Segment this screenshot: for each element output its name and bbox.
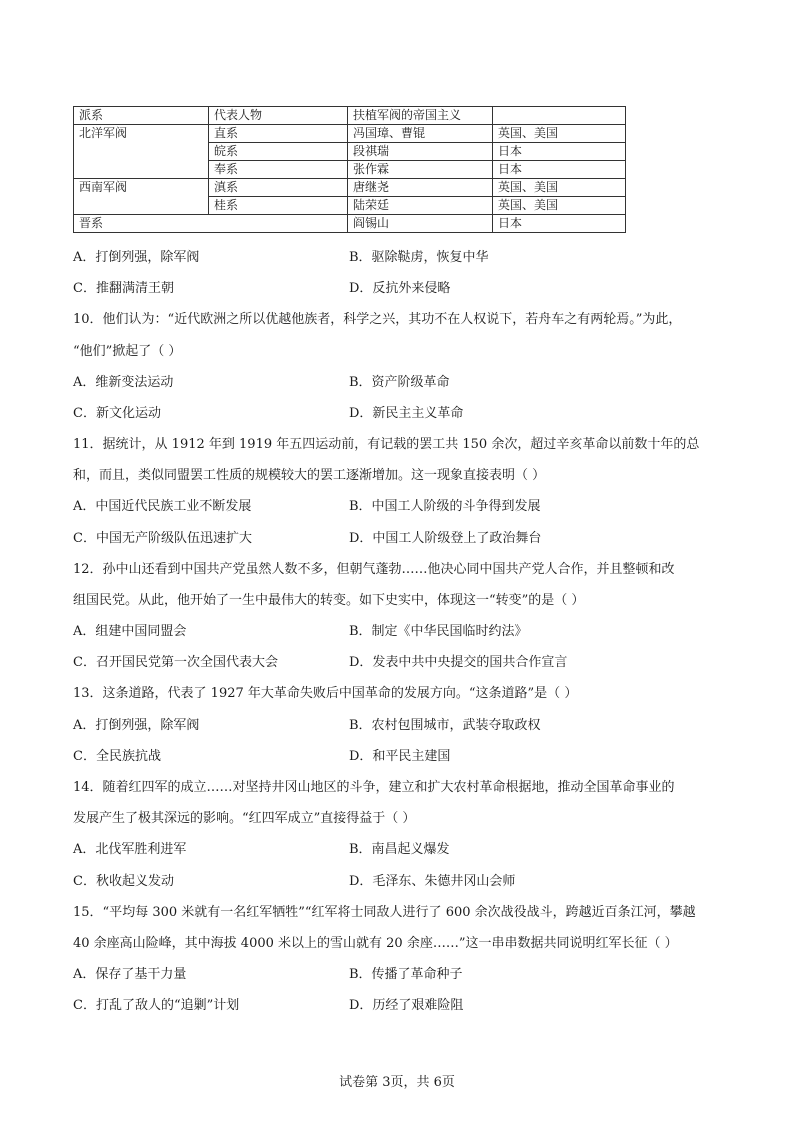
warlords-table [73, 106, 626, 233]
table-cell: 冯国璋、曹锟 [348, 125, 493, 143]
q12-option-d: D．发表中共中央提交的国共合作宣言 [349, 655, 568, 670]
table-cell: 奉系 [209, 161, 348, 179]
q10-option-a: A．维新变法运动 [73, 375, 174, 390]
q13-option-b: B．农村包围城市，武装夺取政权 [349, 718, 541, 733]
q15-option-d: D．历经了艰难险阻 [349, 998, 464, 1013]
q9-option-b: B．驱除鞑虏，恢复中华 [349, 250, 489, 265]
table-row [74, 215, 626, 233]
table-cell: 唐继尧 [348, 179, 493, 197]
table-cell: 英国、美国 [493, 125, 626, 143]
q12-stem-line1: 12．孙中山还看到中国共产党虽然人数不多，但朝气蓬勃……他决心同中国共产党人合作，并且整顿和改 [73, 562, 675, 577]
q12-option-a: A．组建中国同盟会 [73, 624, 187, 639]
q13-option-d: D．和平民主建国 [349, 749, 451, 764]
table-cell: 日本 [493, 143, 626, 161]
table-cell-faction: 西南军阀 [74, 179, 209, 215]
table-cell: 桂系 [209, 197, 348, 215]
q9-option-a: A．打倒列强，除军阀 [73, 250, 200, 265]
table-cell: 阎锡山 [348, 215, 493, 233]
table-header-row [74, 107, 626, 125]
q12-option-b: B．制定《中华民国临时约法》 [349, 624, 528, 639]
q11-stem-line2: 和，而且，类似同盟罢工性质的规模较大的罢工逐渐增加。这一现象直接表明（ ） [73, 468, 546, 483]
table-cell: 日本 [493, 161, 626, 179]
table-cell: 张作霖 [348, 161, 493, 179]
q10-stem-line1: 10．他们认为：“近代欧洲之所以优越他族者，科学之兴，其功不在人权说下，若舟车之有两轮焉。”为此， [73, 312, 682, 327]
q15-stem-line1: 15．“平均每 300 米就有一名红军牺牲”“红军将士同敌人进行了 600 余次战役战斗，跨越近百条江河，攀越 [73, 905, 696, 920]
q12-stem-line2: 组国民党。从此，他开始了一生中最伟大的转变。如下史实中，体现这一“转变”的是（ ） [73, 593, 585, 608]
q11-option-d: D．中国工人阶级登上了政治舞台 [349, 531, 542, 546]
table-header-cell: 派系 [74, 107, 209, 125]
table-cell: 段祺瑞 [348, 143, 493, 161]
q10-stem-line2: “他们”掀起了（ ） [73, 344, 182, 359]
table-header-cell: 扶植军阀的帝国主义 [348, 107, 493, 125]
table-header-cell: 代表人物 [209, 107, 348, 125]
q14-option-a: A．北伐军胜利进军 [73, 842, 187, 857]
table-cell: 英国、美国 [493, 197, 626, 215]
q15-option-a: A．保存了基干力量 [73, 967, 187, 982]
table-cell-faction: 北洋军阀 [74, 125, 209, 179]
table-header-cell [493, 107, 626, 125]
q14-option-b: B．南昌起义爆发 [349, 842, 450, 857]
q11-option-a: A．中国近代民族工业不断发展 [73, 499, 252, 514]
q14-stem-line2: 发展产生了极其深远的影响。“红四军成立”直接得益于（ ） [73, 811, 416, 826]
table-cell: 皖系 [209, 143, 348, 161]
q13-option-c: C．全民族抗战 [73, 749, 161, 764]
q14-stem-line1: 14．随着红四军的成立……对坚持井冈山地区的斗争，建立和扩大农村革命根据地，推动全国革命事业的 [73, 780, 675, 795]
table-cell: 滇系 [209, 179, 348, 197]
table-cell-faction: 晋系 [74, 215, 348, 233]
q15-stem-line2: 40 余座高山险峰，其中海拔 4000 米以上的雪山就有 20 余座……”这一串串数据共同说明红军长征（ ） [73, 936, 678, 951]
q13-option-a: A．打倒列强，除军阀 [73, 718, 200, 733]
q9-option-d: D．反抗外来侵略 [349, 281, 451, 296]
q10-option-d: D．新民主主义革命 [349, 406, 464, 421]
q10-option-b: B．资产阶级革命 [349, 375, 450, 390]
q9-option-c: C．推翻满清王朝 [73, 281, 174, 296]
q12-option-c: C．召开国民党第一次全国代表大会 [73, 655, 278, 670]
q15-option-b: B．传播了革命种子 [349, 967, 463, 982]
table-row [74, 125, 626, 143]
q15-option-c: C．打乱了敌人的“追剿”计划 [73, 998, 240, 1013]
table-cell: 陆荣廷 [348, 197, 493, 215]
table-cell: 直系 [209, 125, 348, 143]
table-cell: 日本 [493, 215, 626, 233]
q14-option-c: C．秋收起义发动 [73, 874, 174, 889]
q10-option-c: C．新文化运动 [73, 406, 161, 421]
q14-option-d: D．毛泽东、朱德井冈山会师 [349, 874, 516, 889]
table-cell: 英国、美国 [493, 179, 626, 197]
q13-stem-line1: 13．这条道路，代表了 1927 年大革命失败后中国革命的发展方向。“这条道路”是（ ） [73, 686, 578, 701]
q11-option-b: B．中国工人阶级的斗争得到发展 [349, 499, 541, 514]
page-footer: 试卷第 3页，共 6页 [339, 1075, 455, 1090]
q11-option-c: C．中国无产阶级队伍迅速扩大 [73, 531, 252, 546]
q11-stem-line1: 11．据统计，从 1912 年到 1919 年五四运动前，有记载的罢工共 150 余次，超过辛亥革命以前数十年的总 [73, 437, 700, 452]
table-row [74, 179, 626, 197]
